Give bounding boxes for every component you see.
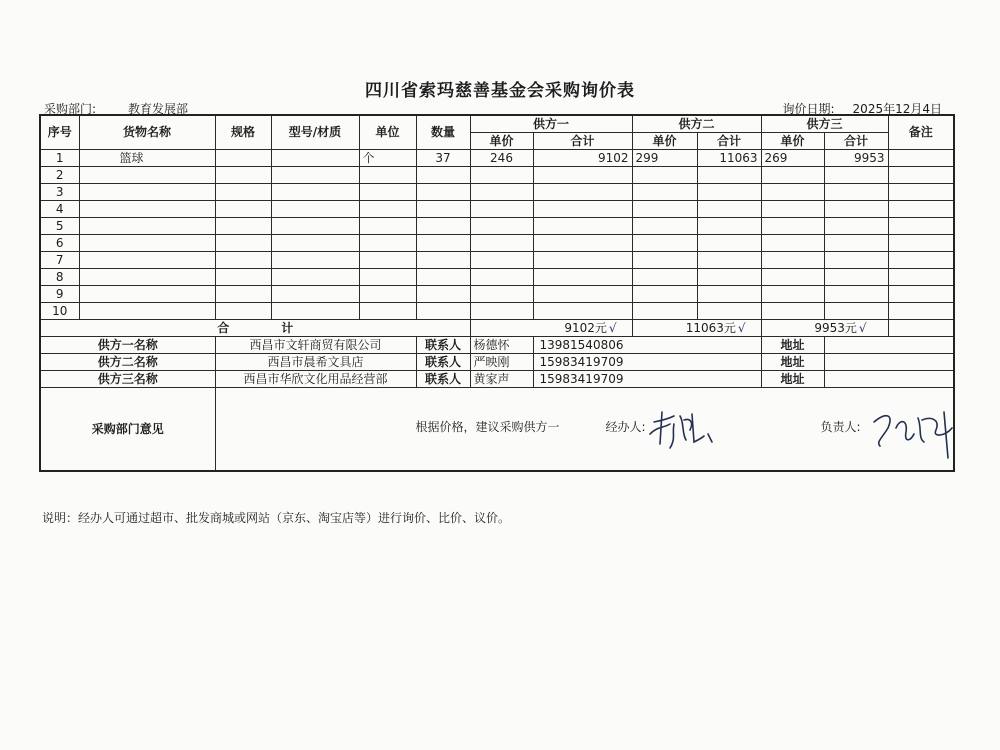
item-model: [271, 303, 359, 320]
address-label: 地址: [761, 354, 824, 371]
item-s1-total: [533, 218, 632, 235]
header-unit: 单位: [359, 115, 416, 150]
item-remark: [888, 184, 954, 201]
item-name: [79, 167, 215, 184]
item-spec: [215, 269, 271, 286]
item-remark: [888, 218, 954, 235]
check-mark-icon: √: [858, 320, 867, 335]
item-unit: 个: [359, 150, 416, 167]
totals-s3: [761, 320, 888, 337]
item-row: [40, 201, 954, 218]
address-label: 地址: [761, 337, 824, 354]
item-name: [79, 218, 215, 235]
item-name: [79, 252, 215, 269]
item-s2-price: [632, 167, 697, 184]
totals-s2-value: 11063元: [685, 320, 736, 335]
item-seq: 4: [40, 201, 79, 218]
totals-row: [40, 320, 954, 337]
item-s3-price: 269: [761, 150, 824, 167]
item-s2-total: [697, 201, 761, 218]
item-s2-total: [697, 184, 761, 201]
item-s1-price: [470, 201, 533, 218]
contact-label: 联系人: [416, 337, 470, 354]
item-s2-total: [697, 167, 761, 184]
header-s1-price: 单价: [470, 133, 533, 150]
item-qty: 37: [416, 150, 470, 167]
item-s3-total: [824, 218, 888, 235]
item-name: [79, 235, 215, 252]
item-row: [40, 150, 954, 167]
supplier-name: 西昌市晨希文具店: [215, 354, 416, 371]
item-s2-total: [697, 269, 761, 286]
item-remark: [888, 286, 954, 303]
item-seq: 5: [40, 218, 79, 235]
totals-s2: [632, 320, 761, 337]
item-spec: [215, 150, 271, 167]
totals-remark: [888, 320, 954, 337]
item-spec: [215, 252, 271, 269]
check-mark-icon: √: [737, 320, 746, 335]
dept-value: 教育发展部: [128, 102, 189, 116]
item-s2-price: [632, 184, 697, 201]
item-seq: 3: [40, 184, 79, 201]
item-s2-total: [697, 303, 761, 320]
item-model: [271, 235, 359, 252]
item-s1-total: [533, 167, 632, 184]
item-remark: [888, 269, 954, 286]
item-s3-total: [824, 303, 888, 320]
item-s1-total: [533, 286, 632, 303]
header-s3-price: 单价: [761, 133, 824, 150]
header-s2-price: 单价: [632, 133, 697, 150]
item-remark: [888, 303, 954, 320]
item-s3-price: [761, 286, 824, 303]
item-s3-price: [761, 201, 824, 218]
item-spec: [215, 235, 271, 252]
supplier-row: [40, 354, 954, 371]
supplier-label: 供方二名称: [40, 354, 215, 371]
item-model: [271, 150, 359, 167]
supplier-row: [40, 337, 954, 354]
item-row: [40, 184, 954, 201]
item-unit: [359, 303, 416, 320]
item-remark: [888, 167, 954, 184]
contact-phone: 15983419709: [533, 371, 761, 388]
item-s3-price: [761, 167, 824, 184]
header-s1-total: 合计: [533, 133, 632, 150]
item-unit: [359, 184, 416, 201]
item-unit: [359, 269, 416, 286]
item-model: [271, 167, 359, 184]
item-qty: [416, 218, 470, 235]
totals-s3-value: 9953元: [814, 320, 857, 335]
item-s3-total: [824, 269, 888, 286]
contact-name: 严映刚: [470, 354, 533, 371]
item-name: [79, 184, 215, 201]
item-s1-total: [533, 184, 632, 201]
item-spec: [215, 303, 271, 320]
item-s2-price: [632, 235, 697, 252]
item-s3-price: [761, 184, 824, 201]
item-row: [40, 235, 954, 252]
item-qty: [416, 269, 470, 286]
item-qty: [416, 303, 470, 320]
item-seq: 7: [40, 252, 79, 269]
leader-signature: [866, 398, 955, 468]
header-remark: 备注: [888, 115, 954, 150]
address-value: [824, 337, 954, 354]
header-seq: 序号: [40, 115, 79, 150]
item-qty: [416, 201, 470, 218]
item-s3-price: [761, 252, 824, 269]
item-qty: [416, 184, 470, 201]
item-s1-price: [470, 218, 533, 235]
totals-label: [40, 320, 470, 337]
item-model: [271, 252, 359, 269]
item-s1-price: [470, 252, 533, 269]
contact-phone: 15983419709: [533, 354, 761, 371]
item-seq: 2: [40, 167, 79, 184]
item-model: [271, 218, 359, 235]
item-s1-total: [533, 269, 632, 286]
supplier-label: 供方三名称: [40, 371, 215, 388]
item-row: [40, 218, 954, 235]
item-name: [79, 286, 215, 303]
item-model: [271, 269, 359, 286]
item-name: [79, 269, 215, 286]
item-name: [79, 201, 215, 218]
address-label: 地址: [761, 371, 824, 388]
item-s1-price: [470, 184, 533, 201]
item-s1-price: [470, 167, 533, 184]
item-s1-price: [470, 303, 533, 320]
item-unit: [359, 218, 416, 235]
item-spec: [215, 286, 271, 303]
item-row: [40, 252, 954, 269]
item-unit: [359, 167, 416, 184]
item-spec: [215, 184, 271, 201]
item-s2-price: [632, 201, 697, 218]
item-s2-price: 299: [632, 150, 697, 167]
totals-label-b: 计: [281, 320, 294, 335]
dept-label: 采购部门:: [44, 102, 97, 116]
item-spec: [215, 201, 271, 218]
contact-label: 联系人: [416, 354, 470, 371]
supplier-name: 西昌市华欣文化用品经营部: [215, 371, 416, 388]
header-supplier-1: 供方一: [470, 115, 632, 133]
header-supplier-3: 供方三: [761, 115, 888, 133]
item-s2-total: [697, 286, 761, 303]
item-row: [40, 286, 954, 303]
inquiry-table: [39, 114, 955, 472]
item-name: [79, 303, 215, 320]
item-s2-price: [632, 269, 697, 286]
item-s2-price: [632, 303, 697, 320]
item-unit: [359, 252, 416, 269]
item-s3-total: 9953: [824, 150, 888, 167]
leader-label: 负责人:: [820, 420, 861, 434]
item-qty: [416, 252, 470, 269]
item-name: 篮球: [79, 150, 215, 167]
item-unit: [359, 286, 416, 303]
item-seq: 8: [40, 269, 79, 286]
item-spec: [215, 218, 271, 235]
opinion-label: 采购部门意见: [40, 388, 215, 472]
header-s2-total: 合计: [697, 133, 761, 150]
header-spec: 规格: [215, 115, 271, 150]
item-seq: 9: [40, 286, 79, 303]
contact-name: 杨德怀: [470, 337, 533, 354]
supplier-name: 西昌市文轩商贸有限公司: [215, 337, 416, 354]
item-remark: [888, 252, 954, 269]
form-title: 四川省索玛慈善基金会采购询价表: [365, 81, 635, 101]
item-remark: [888, 150, 954, 167]
opinion-row: [40, 388, 954, 472]
date-value: 2025年12月4日: [852, 102, 942, 116]
item-unit: [359, 235, 416, 252]
item-s1-total: [533, 303, 632, 320]
header-supplier-2: 供方二: [632, 115, 761, 133]
item-s2-total: [697, 218, 761, 235]
item-s3-price: [761, 235, 824, 252]
item-s1-total: [533, 201, 632, 218]
item-s2-total: [697, 235, 761, 252]
address-value: [824, 354, 954, 371]
item-s3-total: [824, 252, 888, 269]
item-seq: 10: [40, 303, 79, 320]
item-remark: [888, 235, 954, 252]
item-s1-price: 246: [470, 150, 533, 167]
item-model: [271, 286, 359, 303]
item-model: [271, 201, 359, 218]
totals-label-a: 合: [217, 320, 230, 335]
opinion-text: 根据价格，建议采购供方一: [415, 420, 560, 434]
contact-phone: 13981540806: [533, 337, 761, 354]
header-s3-total: 合计: [824, 133, 888, 150]
opinion-body: [215, 388, 954, 472]
item-qty: [416, 167, 470, 184]
item-s3-price: [761, 303, 824, 320]
supplier-label: 供方一名称: [40, 337, 215, 354]
item-seq: 6: [40, 235, 79, 252]
item-s3-price: [761, 218, 824, 235]
item-s3-total: [824, 235, 888, 252]
date-label: 询价日期:: [782, 102, 835, 116]
contact-label: 联系人: [416, 371, 470, 388]
item-model: [271, 184, 359, 201]
item-s3-total: [824, 286, 888, 303]
footnote: 说明：经办人可通过超市、批发商城或网站（京东、淘宝店等）进行询价、比价、议价。: [42, 511, 511, 525]
item-s1-total: 9102: [533, 150, 632, 167]
item-s3-total: [824, 184, 888, 201]
item-row: [40, 167, 954, 184]
item-qty: [416, 286, 470, 303]
item-s1-total: [533, 252, 632, 269]
item-s3-total: [824, 201, 888, 218]
handler-label: 经办人:: [605, 420, 646, 434]
item-seq: 1: [40, 150, 79, 167]
item-unit: [359, 201, 416, 218]
supplier-row: [40, 371, 954, 388]
address-value: [824, 371, 954, 388]
item-spec: [215, 167, 271, 184]
handler-signature: [644, 404, 724, 452]
header-goods: 货物名称: [79, 115, 215, 150]
item-row: [40, 303, 954, 320]
header-model: 型号/材质: [271, 115, 359, 150]
item-s1-price: [470, 286, 533, 303]
contact-name: 黄家声: [470, 371, 533, 388]
item-s2-total: 11063: [697, 150, 761, 167]
item-s2-price: [632, 252, 697, 269]
totals-s1-value: 9102元: [564, 320, 607, 335]
totals-s1: [470, 320, 632, 337]
header-qty: 数量: [416, 115, 470, 150]
item-qty: [416, 235, 470, 252]
item-s1-price: [470, 235, 533, 252]
item-s2-price: [632, 286, 697, 303]
check-mark-icon: √: [608, 320, 617, 335]
item-s1-price: [470, 269, 533, 286]
item-s1-total: [533, 235, 632, 252]
header-row: [40, 115, 954, 133]
item-s2-price: [632, 218, 697, 235]
item-row: [40, 269, 954, 286]
item-remark: [888, 201, 954, 218]
item-s2-total: [697, 252, 761, 269]
item-s3-price: [761, 269, 824, 286]
item-s3-total: [824, 167, 888, 184]
